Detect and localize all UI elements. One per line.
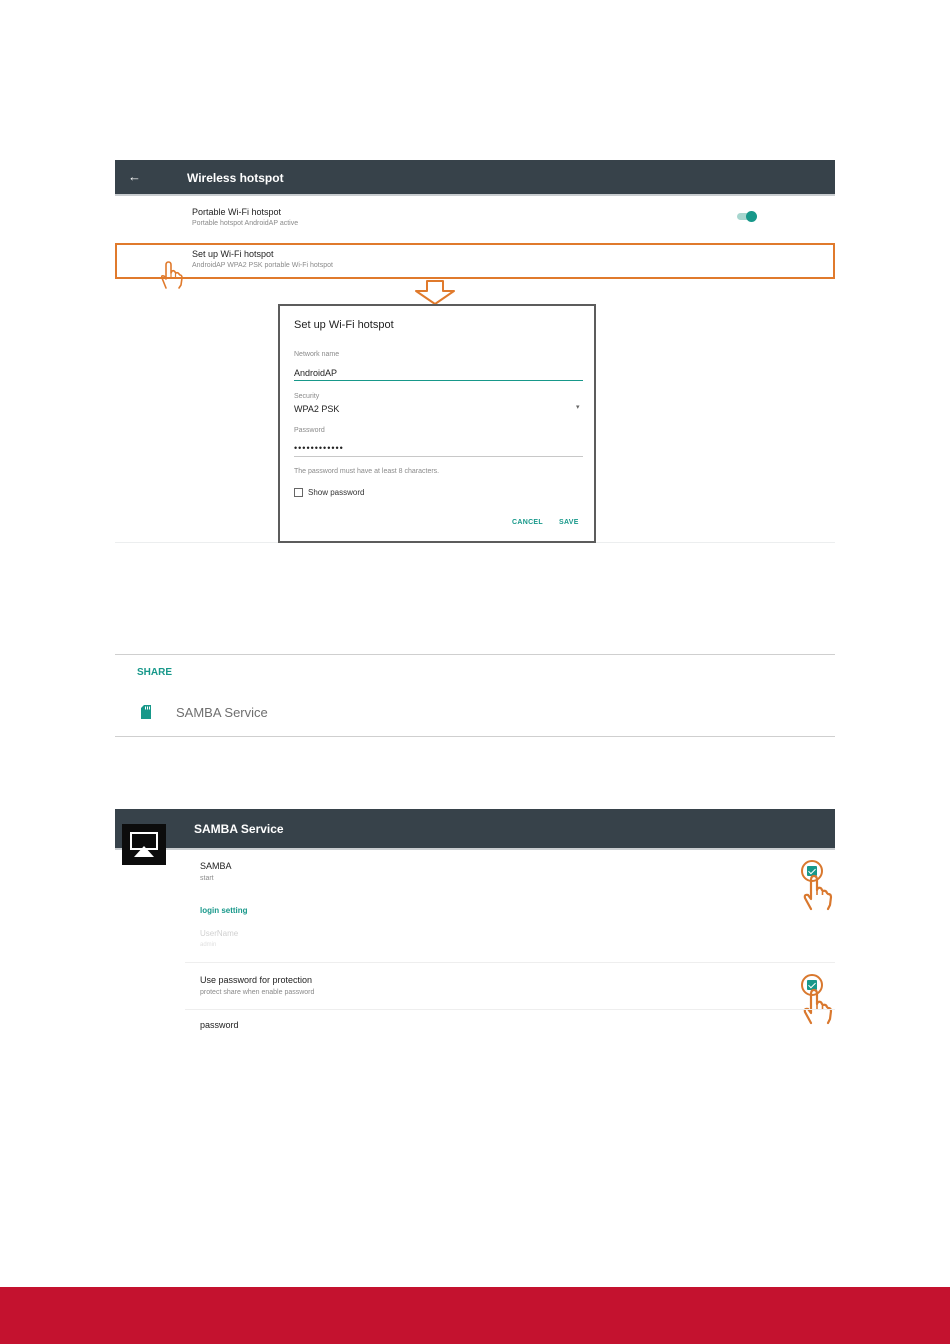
divider xyxy=(115,736,835,737)
save-button[interactable]: SAVE xyxy=(559,519,579,526)
sd-card-icon xyxy=(141,705,151,719)
footer-band xyxy=(0,1287,950,1344)
chevron-down-icon[interactable]: ▾ xyxy=(576,404,580,411)
setup-hotspot-dialog xyxy=(278,304,596,543)
row-title: Set up Wi-Fi hotspot xyxy=(192,249,274,259)
row-title: SAMBA xyxy=(200,861,232,871)
password-input[interactable]: •••••••••••• xyxy=(294,443,344,453)
row-subtitle: protect share when enable password xyxy=(200,989,315,996)
dialog-title: Set up Wi-Fi hotspot xyxy=(294,319,394,331)
samba-settings-list xyxy=(185,850,835,1042)
pointing-hand-icon xyxy=(800,874,836,912)
network-name-underline xyxy=(294,380,583,381)
row-subtitle: Portable hotspot AndroidAP active xyxy=(192,220,299,227)
username-value: admin xyxy=(200,942,217,948)
samba-app-bar xyxy=(115,809,835,850)
screen-title: Wireless hotspot xyxy=(187,171,284,185)
show-password-label: Show password xyxy=(308,488,365,497)
divider xyxy=(185,962,835,963)
security-label: Security xyxy=(294,393,320,400)
cast-button[interactable] xyxy=(122,824,166,865)
row-subtitle: start xyxy=(200,875,214,882)
password-hint: The password must have at least 8 characters. xyxy=(294,468,440,475)
pointing-hand-icon xyxy=(158,260,184,290)
row-title: Portable Wi-Fi hotspot xyxy=(192,207,282,217)
login-setting-header: login setting xyxy=(200,906,248,915)
screen-title: SAMBA Service xyxy=(194,822,284,836)
toggle-thumb xyxy=(746,211,757,222)
divider xyxy=(185,1009,835,1010)
password-label: Password xyxy=(294,427,325,434)
cast-icon xyxy=(130,832,158,858)
app-bar xyxy=(115,160,835,196)
back-arrow-icon[interactable]: ← xyxy=(128,169,141,184)
divider xyxy=(115,654,835,655)
row-subtitle: AndroidAP WPA2 PSK portable Wi-Fi hotspot xyxy=(192,262,333,269)
pointing-hand-icon xyxy=(800,988,836,1026)
password-underline xyxy=(294,456,583,457)
cancel-button[interactable]: CANCEL xyxy=(512,519,543,526)
security-select[interactable]: WPA2 PSK xyxy=(294,404,340,414)
password-row-title: password xyxy=(200,1020,239,1030)
arrow-down-icon xyxy=(414,280,456,306)
row-title: Use password for protection xyxy=(200,975,313,985)
network-name-input[interactable]: AndroidAP xyxy=(294,368,338,378)
username-label: UserName xyxy=(200,929,239,938)
samba-service-label: SAMBA Service xyxy=(176,705,268,720)
show-password-checkbox[interactable] xyxy=(294,488,303,497)
network-name-label: Network name xyxy=(294,351,340,358)
share-section-header: SHARE xyxy=(137,667,173,678)
